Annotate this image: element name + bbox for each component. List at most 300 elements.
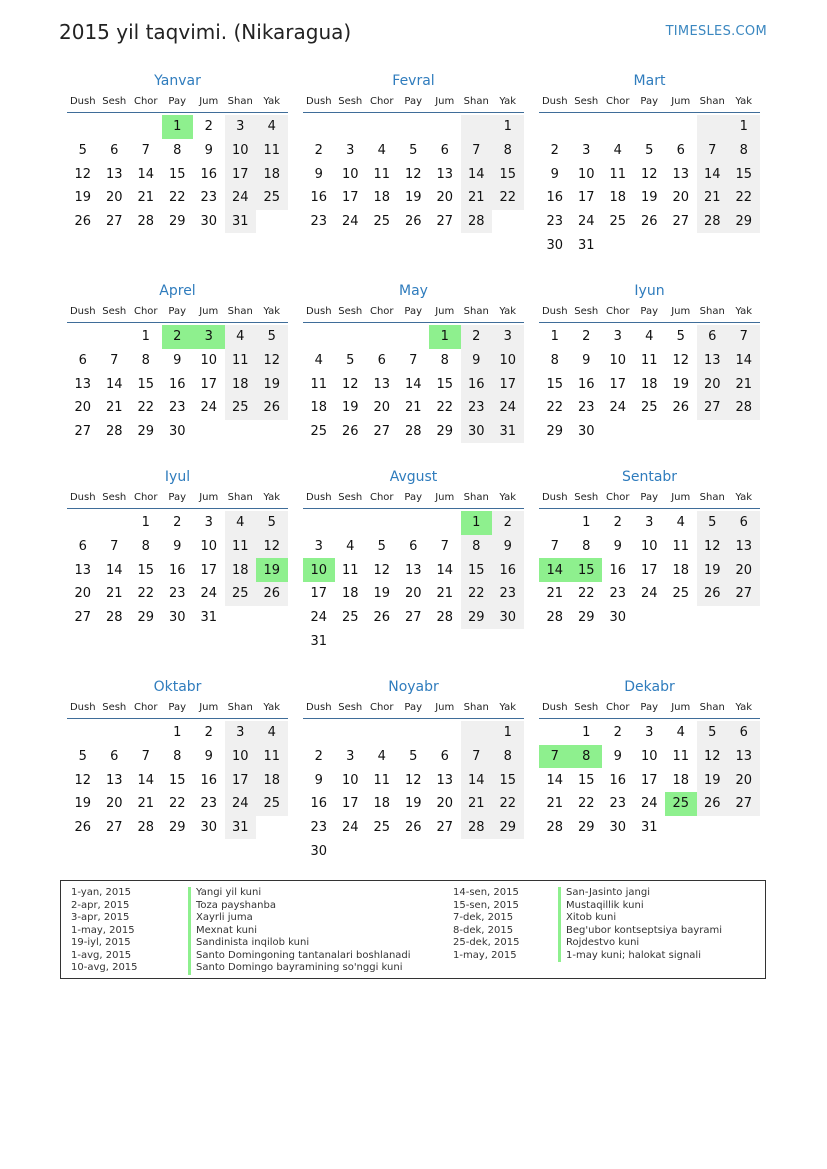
- legend-row: [453, 887, 753, 900]
- day-cell: 31: [225, 816, 257, 840]
- weekday-label: Jum: [671, 702, 691, 713]
- day-cell: 12: [404, 772, 422, 788]
- day-cell: 6: [440, 143, 449, 159]
- weekday-header: [303, 487, 524, 509]
- day-cell: 9: [314, 166, 323, 182]
- day-cell: 19: [256, 372, 288, 396]
- day-cell: 10: [341, 772, 359, 788]
- day-cell: 19: [672, 376, 690, 392]
- day-cell: 3: [346, 749, 355, 765]
- day-cell: 23: [609, 796, 627, 812]
- weekday-label: Shan: [699, 492, 725, 503]
- weekday-label: Sesh: [102, 96, 127, 107]
- weekday-label: Pay: [404, 492, 423, 503]
- day-cell: 27: [728, 582, 760, 606]
- day-cell: 2: [550, 143, 559, 159]
- day-cell: 31: [640, 820, 658, 836]
- legend-column-left: [71, 887, 451, 975]
- holiday-cell: 15: [571, 558, 603, 582]
- day-cell: 23: [461, 396, 493, 420]
- weekday-label: Shan: [227, 492, 253, 503]
- day-cell: 13: [697, 349, 729, 373]
- day-cell: 30: [609, 820, 627, 836]
- day-cell: 27: [728, 792, 760, 816]
- day-cell: 23: [577, 400, 595, 416]
- holiday-cell: 7: [539, 745, 571, 769]
- weekday-label: Dush: [69, 702, 96, 713]
- day-cell: 4: [377, 143, 386, 159]
- day-cell: 5: [697, 511, 729, 535]
- day-cell: 30: [546, 237, 564, 253]
- day-cell: 15: [577, 772, 595, 788]
- day-cell: 22: [137, 400, 155, 416]
- day-cell: 26: [74, 214, 92, 230]
- day-cell: 5: [409, 143, 418, 159]
- day-cell: 17: [200, 376, 218, 392]
- day-cell: 28: [404, 424, 422, 440]
- day-grid: [303, 721, 524, 863]
- day-grid: [539, 325, 760, 443]
- day-cell: 15: [436, 376, 454, 392]
- day-cell: 15: [492, 768, 524, 792]
- day-cell: 5: [676, 329, 685, 345]
- day-cell: 17: [492, 372, 524, 396]
- day-cell: 17: [341, 796, 359, 812]
- day-cell: 29: [577, 820, 595, 836]
- empty-cell: [539, 511, 571, 535]
- weekday-label: Yak: [735, 702, 753, 713]
- day-cell: 16: [310, 190, 328, 206]
- day-cell: 4: [314, 353, 323, 369]
- day-cell: 26: [697, 582, 729, 606]
- day-cell: 18: [373, 796, 391, 812]
- weekday-label: Chor: [369, 702, 394, 713]
- day-cell: 11: [256, 745, 288, 769]
- day-cell: 24: [200, 586, 218, 602]
- day-grid: [67, 511, 288, 629]
- day-cell: 10: [200, 539, 218, 555]
- day-cell: 23: [168, 586, 186, 602]
- weekday-label: Chor: [605, 306, 630, 317]
- day-cell: 12: [256, 535, 288, 559]
- day-cell: 4: [613, 143, 622, 159]
- day-cell: 9: [204, 143, 213, 159]
- day-cell: 16: [200, 772, 218, 788]
- day-cell: 12: [697, 535, 729, 559]
- day-cell: 18: [341, 586, 359, 602]
- empty-cell: [335, 511, 367, 535]
- legend-holiday-name: Sandinista inqilob kuni: [188, 937, 309, 950]
- day-cell: 15: [546, 376, 564, 392]
- day-cell: 11: [373, 772, 391, 788]
- empty-cell: [67, 115, 99, 139]
- day-cell: 14: [404, 376, 422, 392]
- day-cell: 14: [105, 562, 123, 578]
- day-cell: 18: [256, 768, 288, 792]
- day-cell: 4: [225, 511, 257, 535]
- weekday-label: Yak: [735, 306, 753, 317]
- day-cell: 15: [492, 162, 524, 186]
- empty-cell: [67, 721, 99, 745]
- empty-cell: [99, 511, 131, 535]
- day-cell: 16: [168, 376, 186, 392]
- weekday-label: Dush: [305, 702, 332, 713]
- day-cell: 22: [168, 190, 186, 206]
- weekday-label: Pay: [168, 96, 187, 107]
- day-cell: 13: [74, 562, 92, 578]
- day-cell: 1: [582, 725, 591, 741]
- day-cell: 11: [672, 749, 690, 765]
- day-cell: 22: [436, 400, 454, 416]
- weekday-label: Chor: [133, 306, 158, 317]
- day-cell: 18: [256, 162, 288, 186]
- month-may: [303, 282, 524, 443]
- weekday-header: [67, 91, 288, 113]
- weekday-label: Yak: [499, 306, 517, 317]
- day-cell: 23: [609, 586, 627, 602]
- day-cell: 19: [373, 586, 391, 602]
- day-cell: 6: [377, 353, 386, 369]
- day-cell: 8: [141, 539, 150, 555]
- day-cell: 16: [200, 166, 218, 182]
- legend-date: 3-apr, 2015: [71, 912, 130, 923]
- day-cell: 17: [225, 768, 257, 792]
- day-cell: 30: [168, 610, 186, 626]
- day-cell: 24: [341, 820, 359, 836]
- legend-row: [453, 950, 753, 963]
- day-cell: 6: [728, 721, 760, 745]
- legend-holiday-name: Yangi yil kuni: [188, 887, 261, 900]
- legend-date: 10-avg, 2015: [71, 962, 138, 973]
- day-cell: 5: [256, 511, 288, 535]
- day-cell: 18: [225, 372, 257, 396]
- day-cell: 30: [168, 424, 186, 440]
- day-cell: 28: [546, 610, 564, 626]
- weekday-label: Shan: [227, 306, 253, 317]
- day-cell: 3: [314, 539, 323, 555]
- day-cell: 19: [404, 796, 422, 812]
- legend-row: [71, 887, 451, 900]
- weekday-label: Dush: [541, 306, 568, 317]
- day-cell: 24: [609, 400, 627, 416]
- page-title: 2015 yil taqvimi. (Nikaragua): [59, 20, 352, 44]
- day-cell: 29: [168, 820, 186, 836]
- day-cell: 23: [200, 796, 218, 812]
- holiday-cell: 1: [162, 115, 194, 139]
- day-cell: 13: [105, 772, 123, 788]
- empty-cell: [335, 721, 367, 745]
- day-cell: 24: [492, 396, 524, 420]
- day-cell: 25: [609, 214, 627, 230]
- day-grid: [539, 511, 760, 629]
- day-cell: 12: [74, 166, 92, 182]
- legend-date: 7-dek, 2015: [453, 912, 514, 923]
- holiday-cell: 25: [665, 792, 697, 816]
- weekday-label: Jum: [199, 306, 219, 317]
- weekday-header: [303, 91, 524, 113]
- day-grid: [303, 511, 524, 653]
- day-cell: 12: [672, 353, 690, 369]
- legend-holiday-name: Mustaqillik kuni: [558, 900, 644, 913]
- day-cell: 22: [461, 582, 493, 606]
- legend-row: [71, 962, 451, 975]
- holiday-cell: 1: [461, 511, 493, 535]
- weekday-label: Shan: [463, 702, 489, 713]
- day-cell: 21: [137, 190, 155, 206]
- day-cell: 1: [582, 515, 591, 531]
- day-cell: 1: [492, 721, 524, 745]
- legend-holiday-name: Toza payshanba: [188, 900, 276, 913]
- day-cell: 23: [492, 582, 524, 606]
- day-cell: 3: [346, 143, 355, 159]
- day-cell: 13: [672, 166, 690, 182]
- day-cell: 7: [461, 139, 493, 163]
- weekday-label: Jum: [435, 492, 455, 503]
- day-cell: 31: [225, 210, 257, 234]
- day-cell: 1: [141, 329, 150, 345]
- day-cell: 6: [110, 143, 119, 159]
- day-cell: 2: [582, 329, 591, 345]
- day-cell: 27: [404, 610, 422, 626]
- day-cell: 29: [461, 606, 493, 630]
- legend-row: [71, 950, 451, 963]
- empty-cell: [366, 115, 398, 139]
- legend-date: 1-yan, 2015: [71, 887, 131, 898]
- empty-cell: [602, 115, 634, 139]
- day-cell: 26: [341, 424, 359, 440]
- day-cell: 20: [728, 768, 760, 792]
- day-cell: 20: [105, 796, 123, 812]
- weekday-label: Sesh: [574, 492, 599, 503]
- day-cell: 5: [697, 721, 729, 745]
- weekday-label: Sesh: [102, 702, 127, 713]
- day-cell: 11: [640, 353, 658, 369]
- month-name: Noyabr: [388, 679, 439, 695]
- weekday-label: Shan: [699, 96, 725, 107]
- day-cell: 20: [728, 558, 760, 582]
- weekday-header: [67, 697, 288, 719]
- day-cell: 16: [609, 772, 627, 788]
- day-cell: 20: [74, 586, 92, 602]
- legend-holiday-name: Xayrli juma: [188, 912, 253, 925]
- day-cell: 12: [341, 376, 359, 392]
- legend-row: [71, 900, 451, 913]
- legend-row: [453, 937, 753, 950]
- day-cell: 9: [461, 349, 493, 373]
- empty-cell: [571, 115, 603, 139]
- day-cell: 10: [200, 353, 218, 369]
- day-cell: 13: [74, 376, 92, 392]
- brand-link[interactable]: TIMESLES.COM: [665, 24, 767, 39]
- day-cell: 17: [200, 562, 218, 578]
- empty-cell: [697, 115, 729, 139]
- day-cell: 24: [640, 796, 658, 812]
- day-cell: 22: [492, 792, 524, 816]
- day-cell: 25: [341, 610, 359, 626]
- day-cell: 11: [609, 166, 627, 182]
- day-cell: 31: [492, 420, 524, 444]
- day-cell: 21: [404, 400, 422, 416]
- day-cell: 5: [78, 749, 87, 765]
- legend-holiday-name: Beg'ubor kontseptsiya bayrami: [558, 925, 722, 938]
- weekday-label: Shan: [699, 702, 725, 713]
- weekday-label: Sesh: [338, 96, 363, 107]
- day-cell: 13: [728, 535, 760, 559]
- day-cell: 24: [310, 610, 328, 626]
- day-cell: 16: [492, 558, 524, 582]
- day-cell: 6: [728, 511, 760, 535]
- day-grid: [67, 325, 288, 443]
- day-cell: 25: [373, 820, 391, 836]
- day-cell: 23: [310, 820, 328, 836]
- empty-cell: [67, 325, 99, 349]
- day-cell: 13: [728, 745, 760, 769]
- day-cell: 2: [613, 725, 622, 741]
- day-cell: 10: [341, 166, 359, 182]
- day-cell: 26: [640, 214, 658, 230]
- day-cell: 6: [409, 539, 418, 555]
- empty-cell: [398, 325, 430, 349]
- day-cell: 13: [436, 166, 454, 182]
- day-cell: 26: [672, 400, 690, 416]
- empty-cell: [366, 721, 398, 745]
- weekday-label: Chor: [369, 492, 394, 503]
- day-grid: [539, 721, 760, 839]
- holiday-cell: 10: [303, 558, 335, 582]
- day-cell: 11: [256, 139, 288, 163]
- day-cell: 9: [550, 166, 559, 182]
- day-cell: 28: [728, 396, 760, 420]
- weekday-label: Chor: [369, 306, 394, 317]
- day-cell: 29: [137, 610, 155, 626]
- day-cell: 30: [461, 420, 493, 444]
- holiday-cell: 1: [429, 325, 461, 349]
- day-cell: 4: [676, 725, 685, 741]
- month-oktabr: [67, 678, 288, 839]
- day-cell: 30: [609, 610, 627, 626]
- weekday-label: Chor: [605, 702, 630, 713]
- day-cell: 3: [613, 329, 622, 345]
- day-cell: 9: [492, 535, 524, 559]
- weekday-label: Yak: [263, 702, 281, 713]
- legend-date: 2-apr, 2015: [71, 899, 130, 911]
- day-cell: 26: [404, 214, 422, 230]
- weekday-label: Pay: [640, 702, 659, 713]
- day-cell: 14: [461, 162, 493, 186]
- legend-row: [453, 912, 753, 925]
- day-cell: 23: [310, 214, 328, 230]
- day-cell: 14: [697, 162, 729, 186]
- weekday-label: Chor: [605, 492, 630, 503]
- legend-date: 1-may, 2015: [453, 949, 517, 961]
- weekday-label: Sesh: [102, 492, 127, 503]
- day-cell: 26: [373, 610, 391, 626]
- month-name: Mart: [633, 73, 666, 89]
- day-cell: 3: [645, 725, 654, 741]
- day-cell: 11: [310, 376, 328, 392]
- day-cell: 26: [256, 396, 288, 420]
- weekday-label: Shan: [227, 702, 253, 713]
- day-cell: 5: [78, 143, 87, 159]
- weekday-label: Jum: [199, 492, 219, 503]
- day-cell: 25: [373, 214, 391, 230]
- day-cell: 20: [404, 586, 422, 602]
- day-cell: 20: [373, 400, 391, 416]
- month-name: Dekabr: [624, 679, 675, 695]
- day-cell: 30: [492, 606, 524, 630]
- weekday-label: Chor: [133, 492, 158, 503]
- day-cell: 11: [341, 562, 359, 578]
- month-aprel: [67, 282, 288, 443]
- day-cell: 15: [168, 166, 186, 182]
- day-cell: 31: [200, 610, 218, 626]
- weekday-label: Jum: [671, 96, 691, 107]
- day-cell: 19: [640, 190, 658, 206]
- day-cell: 21: [728, 372, 760, 396]
- weekday-label: Sesh: [338, 492, 363, 503]
- day-cell: 16: [310, 796, 328, 812]
- day-cell: 12: [640, 166, 658, 182]
- legend-row: [71, 937, 451, 950]
- day-cell: 26: [404, 820, 422, 836]
- weekday-label: Pay: [404, 306, 423, 317]
- day-cell: 25: [672, 586, 690, 602]
- day-cell: 14: [461, 768, 493, 792]
- empty-cell: [130, 721, 162, 745]
- day-grid: [303, 325, 524, 443]
- legend-date: 1-avg, 2015: [71, 949, 132, 961]
- weekday-label: Chor: [605, 96, 630, 107]
- day-cell: 8: [440, 353, 449, 369]
- day-cell: 24: [200, 400, 218, 416]
- day-cell: 9: [173, 353, 182, 369]
- day-cell: 4: [645, 329, 654, 345]
- weekday-label: Jum: [435, 96, 455, 107]
- day-cell: 8: [728, 139, 760, 163]
- weekday-label: Pay: [640, 306, 659, 317]
- day-cell: 21: [461, 792, 493, 816]
- weekday-label: Chor: [369, 96, 394, 107]
- day-cell: 5: [377, 539, 386, 555]
- legend-date: 19-iyl, 2015: [71, 937, 131, 948]
- empty-cell: [335, 115, 367, 139]
- day-cell: 28: [436, 610, 454, 626]
- day-cell: 8: [582, 539, 591, 555]
- weekday-label: Dush: [305, 96, 332, 107]
- day-cell: 14: [105, 376, 123, 392]
- day-cell: 6: [676, 143, 685, 159]
- day-cell: 17: [640, 772, 658, 788]
- day-cell: 27: [105, 214, 123, 230]
- weekday-label: Jum: [671, 492, 691, 503]
- day-cell: 28: [461, 210, 493, 234]
- month-avgust: [303, 468, 524, 653]
- empty-cell: [665, 115, 697, 139]
- legend-holiday-name: Mexnat kuni: [188, 925, 257, 938]
- day-cell: 24: [577, 214, 595, 230]
- day-cell: 1: [550, 329, 559, 345]
- weekday-header: [539, 91, 760, 113]
- day-cell: 30: [200, 820, 218, 836]
- month-iyun: [539, 282, 760, 443]
- weekday-label: Sesh: [574, 96, 599, 107]
- weekday-label: Shan: [463, 492, 489, 503]
- day-cell: 12: [404, 166, 422, 182]
- day-cell: 13: [105, 166, 123, 182]
- empty-cell: [130, 115, 162, 139]
- day-cell: 19: [697, 768, 729, 792]
- day-cell: 27: [74, 610, 92, 626]
